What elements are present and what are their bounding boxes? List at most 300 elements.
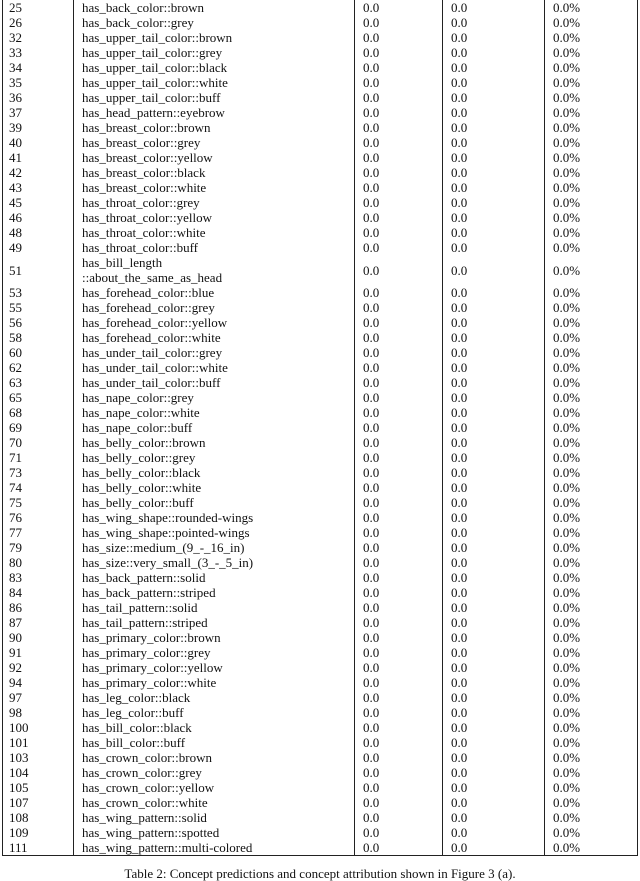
concept-name: has_breast_color::white — [74, 180, 355, 195]
concept-name: has_back_color::brown — [74, 0, 355, 15]
value-2: 0.0 — [443, 600, 545, 615]
concept-id: 32 — [3, 30, 74, 45]
concept-id: 87 — [3, 615, 74, 630]
percentage: 0.0% — [545, 600, 638, 615]
percentage: 0.0% — [545, 705, 638, 720]
table-caption: Table 2: Concept predictions and concept attribution shown in Figure 3 (a). — [124, 866, 516, 881]
percentage: 0.0% — [545, 345, 638, 360]
value-2: 0.0 — [443, 825, 545, 840]
concept-id: 76 — [3, 510, 74, 525]
concept-id: 86 — [3, 600, 74, 615]
percentage: 0.0% — [545, 765, 638, 780]
concept-name: has_back_pattern::striped — [74, 585, 355, 600]
concept-name: has_belly_color::grey — [74, 450, 355, 465]
concept-id: 63 — [3, 375, 74, 390]
value-1: 0.0 — [355, 45, 443, 60]
percentage: 0.0% — [545, 525, 638, 540]
table-row — [3, 405, 638, 420]
value-2: 0.0 — [443, 390, 545, 405]
concept-id: 35 — [3, 75, 74, 90]
percentage: 0.0% — [545, 555, 638, 570]
concept-id: 107 — [3, 795, 74, 810]
percentage: 0.0% — [545, 135, 638, 150]
concept-id: 60 — [3, 345, 74, 360]
value-2: 0.0 — [443, 135, 545, 150]
value-2: 0.0 — [443, 465, 545, 480]
concept-id: 104 — [3, 765, 74, 780]
concept-name: has_forehead_color::yellow — [74, 315, 355, 330]
value-2: 0.0 — [443, 765, 545, 780]
concept-name: has_leg_color::black — [74, 690, 355, 705]
value-1: 0.0 — [355, 795, 443, 810]
value-1: 0.0 — [355, 60, 443, 75]
table-row — [3, 360, 638, 375]
value-1: 0.0 — [355, 105, 443, 120]
table-row — [3, 90, 638, 105]
value-1: 0.0 — [355, 540, 443, 555]
concept-id: 53 — [3, 285, 74, 300]
concept-table — [2, 0, 638, 856]
value-1: 0.0 — [355, 585, 443, 600]
value-1: 0.0 — [355, 705, 443, 720]
concept-name: has_primary_color::grey — [74, 645, 355, 660]
concept-name: has_head_pattern::eyebrow — [74, 105, 355, 120]
concept-name: has_throat_color::grey — [74, 195, 355, 210]
table-row — [3, 555, 638, 570]
value-2: 0.0 — [443, 60, 545, 75]
value-1: 0.0 — [355, 90, 443, 105]
value-1: 0.0 — [355, 285, 443, 300]
value-2: 0.0 — [443, 495, 545, 510]
concept-id: 37 — [3, 105, 74, 120]
percentage: 0.0% — [545, 390, 638, 405]
value-2: 0.0 — [443, 30, 545, 45]
percentage: 0.0% — [545, 165, 638, 180]
table-row — [3, 600, 638, 615]
percentage: 0.0% — [545, 180, 638, 195]
table-row — [3, 135, 638, 150]
concept-id: 70 — [3, 435, 74, 450]
concept-id: 75 — [3, 495, 74, 510]
concept-id: 51 — [3, 255, 74, 285]
percentage: 0.0% — [545, 240, 638, 255]
table-row — [3, 315, 638, 330]
table-row — [3, 75, 638, 90]
concept-name: has_leg_color::buff — [74, 705, 355, 720]
table-row — [3, 840, 638, 856]
table-row — [3, 180, 638, 195]
value-2: 0.0 — [443, 630, 545, 645]
concept-name: has_upper_tail_color::black — [74, 60, 355, 75]
concept-name: has_crown_color::white — [74, 795, 355, 810]
concept-name: has_crown_color::brown — [74, 750, 355, 765]
value-1: 0.0 — [355, 780, 443, 795]
concept-name: has_wing_shape::rounded-wings — [74, 510, 355, 525]
concept-id: 33 — [3, 45, 74, 60]
value-1: 0.0 — [355, 135, 443, 150]
table-row — [3, 735, 638, 750]
concept-id: 40 — [3, 135, 74, 150]
value-2: 0.0 — [443, 180, 545, 195]
concept-id: 83 — [3, 570, 74, 585]
value-2: 0.0 — [443, 645, 545, 660]
percentage: 0.0% — [545, 90, 638, 105]
concept-name: has_bill_color::black — [74, 720, 355, 735]
table-row — [3, 690, 638, 705]
value-2: 0.0 — [443, 225, 545, 240]
value-2: 0.0 — [443, 555, 545, 570]
value-2: 0.0 — [443, 720, 545, 735]
value-1: 0.0 — [355, 570, 443, 585]
table-row — [3, 210, 638, 225]
concept-name: has_nape_color::grey — [74, 390, 355, 405]
value-2: 0.0 — [443, 525, 545, 540]
concept-name: has_bill_length ::about_the_same_as_head — [74, 255, 355, 285]
percentage: 0.0% — [545, 375, 638, 390]
table-row — [3, 15, 638, 30]
value-1: 0.0 — [355, 510, 443, 525]
value-2: 0.0 — [443, 480, 545, 495]
concept-name: has_under_tail_color::white — [74, 360, 355, 375]
table-row — [3, 825, 638, 840]
percentage: 0.0% — [545, 570, 638, 585]
value-1: 0.0 — [355, 225, 443, 240]
percentage: 0.0% — [545, 480, 638, 495]
percentage: 0.0% — [545, 315, 638, 330]
concept-id: 109 — [3, 825, 74, 840]
value-2: 0.0 — [443, 705, 545, 720]
concept-name: has_belly_color::black — [74, 465, 355, 480]
table-row — [3, 45, 638, 60]
percentage: 0.0% — [545, 690, 638, 705]
concept-name: has_wing_shape::pointed-wings — [74, 525, 355, 540]
concept-id: 90 — [3, 630, 74, 645]
value-2: 0.0 — [443, 690, 545, 705]
concept-name: has_primary_color::yellow — [74, 660, 355, 675]
table-row — [3, 810, 638, 825]
value-2: 0.0 — [443, 75, 545, 90]
concept-name: has_breast_color::black — [74, 165, 355, 180]
percentage: 0.0% — [545, 495, 638, 510]
value-1: 0.0 — [355, 600, 443, 615]
concept-id: 100 — [3, 720, 74, 735]
value-2: 0.0 — [443, 810, 545, 825]
table-row — [3, 765, 638, 780]
value-1: 0.0 — [355, 240, 443, 255]
table-row — [3, 615, 638, 630]
concept-id: 79 — [3, 540, 74, 555]
value-2: 0.0 — [443, 615, 545, 630]
concept-name: has_wing_pattern::spotted — [74, 825, 355, 840]
value-2: 0.0 — [443, 840, 545, 856]
concept-id: 55 — [3, 300, 74, 315]
concept-name: has_crown_color::grey — [74, 765, 355, 780]
concept-id: 46 — [3, 210, 74, 225]
value-1: 0.0 — [355, 75, 443, 90]
concept-name: has_belly_color::buff — [74, 495, 355, 510]
concept-id: 25 — [3, 0, 74, 15]
value-1: 0.0 — [355, 675, 443, 690]
value-2: 0.0 — [443, 255, 545, 285]
value-1: 0.0 — [355, 120, 443, 135]
value-1: 0.0 — [355, 300, 443, 315]
percentage: 0.0% — [545, 75, 638, 90]
percentage: 0.0% — [545, 720, 638, 735]
percentage: 0.0% — [545, 45, 638, 60]
table-row — [3, 450, 638, 465]
concept-name: has_wing_pattern::solid — [74, 810, 355, 825]
concept-id: 74 — [3, 480, 74, 495]
value-1: 0.0 — [355, 390, 443, 405]
table-row — [3, 720, 638, 735]
table-row — [3, 705, 638, 720]
value-1: 0.0 — [355, 30, 443, 45]
concept-id: 39 — [3, 120, 74, 135]
value-1: 0.0 — [355, 735, 443, 750]
table-row — [3, 540, 638, 555]
concept-id: 42 — [3, 165, 74, 180]
value-2: 0.0 — [443, 735, 545, 750]
concept-name: has_breast_color::yellow — [74, 150, 355, 165]
value-1: 0.0 — [355, 180, 443, 195]
value-1: 0.0 — [355, 660, 443, 675]
concept-name: has_crown_color::yellow — [74, 780, 355, 795]
concept-id: 65 — [3, 390, 74, 405]
value-2: 0.0 — [443, 345, 545, 360]
concept-id: 45 — [3, 195, 74, 210]
value-2: 0.0 — [443, 585, 545, 600]
table-row — [3, 0, 638, 15]
percentage: 0.0% — [545, 0, 638, 15]
concept-id: 26 — [3, 15, 74, 30]
value-1: 0.0 — [355, 420, 443, 435]
concept-name: has_under_tail_color::grey — [74, 345, 355, 360]
table-row — [3, 120, 638, 135]
percentage: 0.0% — [545, 15, 638, 30]
concept-id: 80 — [3, 555, 74, 570]
percentage: 0.0% — [545, 330, 638, 345]
percentage: 0.0% — [545, 405, 638, 420]
table-row — [3, 150, 638, 165]
table-row — [3, 675, 638, 690]
percentage: 0.0% — [545, 735, 638, 750]
percentage: 0.0% — [545, 585, 638, 600]
percentage: 0.0% — [545, 150, 638, 165]
value-2: 0.0 — [443, 660, 545, 675]
concept-id: 56 — [3, 315, 74, 330]
value-2: 0.0 — [443, 420, 545, 435]
table-row — [3, 195, 638, 210]
value-1: 0.0 — [355, 210, 443, 225]
value-1: 0.0 — [355, 375, 443, 390]
value-1: 0.0 — [355, 315, 443, 330]
concept-id: 94 — [3, 675, 74, 690]
concept-id: 36 — [3, 90, 74, 105]
value-1: 0.0 — [355, 435, 443, 450]
table-row — [3, 105, 638, 120]
value-2: 0.0 — [443, 165, 545, 180]
percentage: 0.0% — [545, 465, 638, 480]
value-1: 0.0 — [355, 195, 443, 210]
value-2: 0.0 — [443, 405, 545, 420]
table-row — [3, 300, 638, 315]
value-1: 0.0 — [355, 810, 443, 825]
table-row — [3, 255, 638, 285]
value-2: 0.0 — [443, 450, 545, 465]
table-row — [3, 330, 638, 345]
concept-id: 58 — [3, 330, 74, 345]
value-2: 0.0 — [443, 195, 545, 210]
table-row — [3, 630, 638, 645]
percentage: 0.0% — [545, 255, 638, 285]
value-2: 0.0 — [443, 315, 545, 330]
concept-id: 68 — [3, 405, 74, 420]
value-1: 0.0 — [355, 525, 443, 540]
percentage: 0.0% — [545, 510, 638, 525]
concept-id: 34 — [3, 60, 74, 75]
value-2: 0.0 — [443, 120, 545, 135]
value-1: 0.0 — [355, 750, 443, 765]
value-1: 0.0 — [355, 165, 443, 180]
concept-name: has_forehead_color::white — [74, 330, 355, 345]
value-2: 0.0 — [443, 300, 545, 315]
value-1: 0.0 — [355, 360, 443, 375]
value-1: 0.0 — [355, 150, 443, 165]
value-1: 0.0 — [355, 615, 443, 630]
table-row — [3, 165, 638, 180]
concept-name: has_upper_tail_color::brown — [74, 30, 355, 45]
concept-id: 43 — [3, 180, 74, 195]
value-2: 0.0 — [443, 330, 545, 345]
percentage: 0.0% — [545, 795, 638, 810]
table-row — [3, 435, 638, 450]
percentage: 0.0% — [545, 660, 638, 675]
table-row — [3, 795, 638, 810]
concept-name: has_forehead_color::grey — [74, 300, 355, 315]
percentage: 0.0% — [545, 30, 638, 45]
value-2: 0.0 — [443, 780, 545, 795]
concept-name: has_upper_tail_color::buff — [74, 90, 355, 105]
table-row — [3, 60, 638, 75]
concept-id: 92 — [3, 660, 74, 675]
table-row — [3, 645, 638, 660]
concept-id: 111 — [3, 840, 74, 856]
table-row — [3, 30, 638, 45]
value-1: 0.0 — [355, 630, 443, 645]
concept-name: has_size::very_small_(3_-_5_in) — [74, 555, 355, 570]
value-1: 0.0 — [355, 765, 443, 780]
table-row — [3, 285, 638, 300]
table-row — [3, 525, 638, 540]
value-1: 0.0 — [355, 330, 443, 345]
percentage: 0.0% — [545, 300, 638, 315]
concept-id: 69 — [3, 420, 74, 435]
value-1: 0.0 — [355, 480, 443, 495]
concept-name: has_upper_tail_color::white — [74, 75, 355, 90]
value-2: 0.0 — [443, 675, 545, 690]
value-1: 0.0 — [355, 0, 443, 15]
table-row — [3, 240, 638, 255]
concept-id: 105 — [3, 780, 74, 795]
percentage: 0.0% — [545, 360, 638, 375]
concept-id: 103 — [3, 750, 74, 765]
table-row — [3, 225, 638, 240]
percentage: 0.0% — [545, 675, 638, 690]
percentage: 0.0% — [545, 825, 638, 840]
concept-table-body — [3, 0, 638, 856]
percentage: 0.0% — [545, 615, 638, 630]
table-row — [3, 480, 638, 495]
concept-name: has_belly_color::white — [74, 480, 355, 495]
value-2: 0.0 — [443, 105, 545, 120]
value-2: 0.0 — [443, 795, 545, 810]
value-1: 0.0 — [355, 840, 443, 856]
concept-name: has_nape_color::buff — [74, 420, 355, 435]
percentage: 0.0% — [545, 285, 638, 300]
concept-name: has_upper_tail_color::grey — [74, 45, 355, 60]
concept-name: has_primary_color::brown — [74, 630, 355, 645]
value-1: 0.0 — [355, 720, 443, 735]
concept-id: 97 — [3, 690, 74, 705]
value-2: 0.0 — [443, 90, 545, 105]
concept-id: 91 — [3, 645, 74, 660]
concept-id: 108 — [3, 810, 74, 825]
percentage: 0.0% — [545, 195, 638, 210]
percentage: 0.0% — [545, 540, 638, 555]
concept-id: 101 — [3, 735, 74, 750]
percentage: 0.0% — [545, 750, 638, 765]
concept-name: has_belly_color::brown — [74, 435, 355, 450]
value-2: 0.0 — [443, 435, 545, 450]
concept-id: 73 — [3, 465, 74, 480]
value-2: 0.0 — [443, 285, 545, 300]
value-1: 0.0 — [355, 15, 443, 30]
value-2: 0.0 — [443, 540, 545, 555]
concept-id: 98 — [3, 705, 74, 720]
table-row — [3, 420, 638, 435]
value-1: 0.0 — [355, 405, 443, 420]
concept-id: 77 — [3, 525, 74, 540]
table-row — [3, 585, 638, 600]
value-1: 0.0 — [355, 495, 443, 510]
concept-name: has_primary_color::white — [74, 675, 355, 690]
value-1: 0.0 — [355, 450, 443, 465]
percentage: 0.0% — [545, 225, 638, 240]
concept-id: 71 — [3, 450, 74, 465]
table-row — [3, 390, 638, 405]
percentage: 0.0% — [545, 60, 638, 75]
concept-name: has_throat_color::white — [74, 225, 355, 240]
value-1: 0.0 — [355, 645, 443, 660]
value-1: 0.0 — [355, 345, 443, 360]
concept-name: has_tail_pattern::striped — [74, 615, 355, 630]
concept-name: has_tail_pattern::solid — [74, 600, 355, 615]
percentage: 0.0% — [545, 105, 638, 120]
concept-id: 62 — [3, 360, 74, 375]
concept-name: has_breast_color::grey — [74, 135, 355, 150]
table-row — [3, 375, 638, 390]
table-row — [3, 510, 638, 525]
value-2: 0.0 — [443, 210, 545, 225]
concept-name: has_throat_color::yellow — [74, 210, 355, 225]
value-2: 0.0 — [443, 510, 545, 525]
percentage: 0.0% — [545, 630, 638, 645]
percentage: 0.0% — [545, 780, 638, 795]
table-row — [3, 465, 638, 480]
concept-id: 41 — [3, 150, 74, 165]
percentage: 0.0% — [545, 120, 638, 135]
concept-name: has_throat_color::buff — [74, 240, 355, 255]
